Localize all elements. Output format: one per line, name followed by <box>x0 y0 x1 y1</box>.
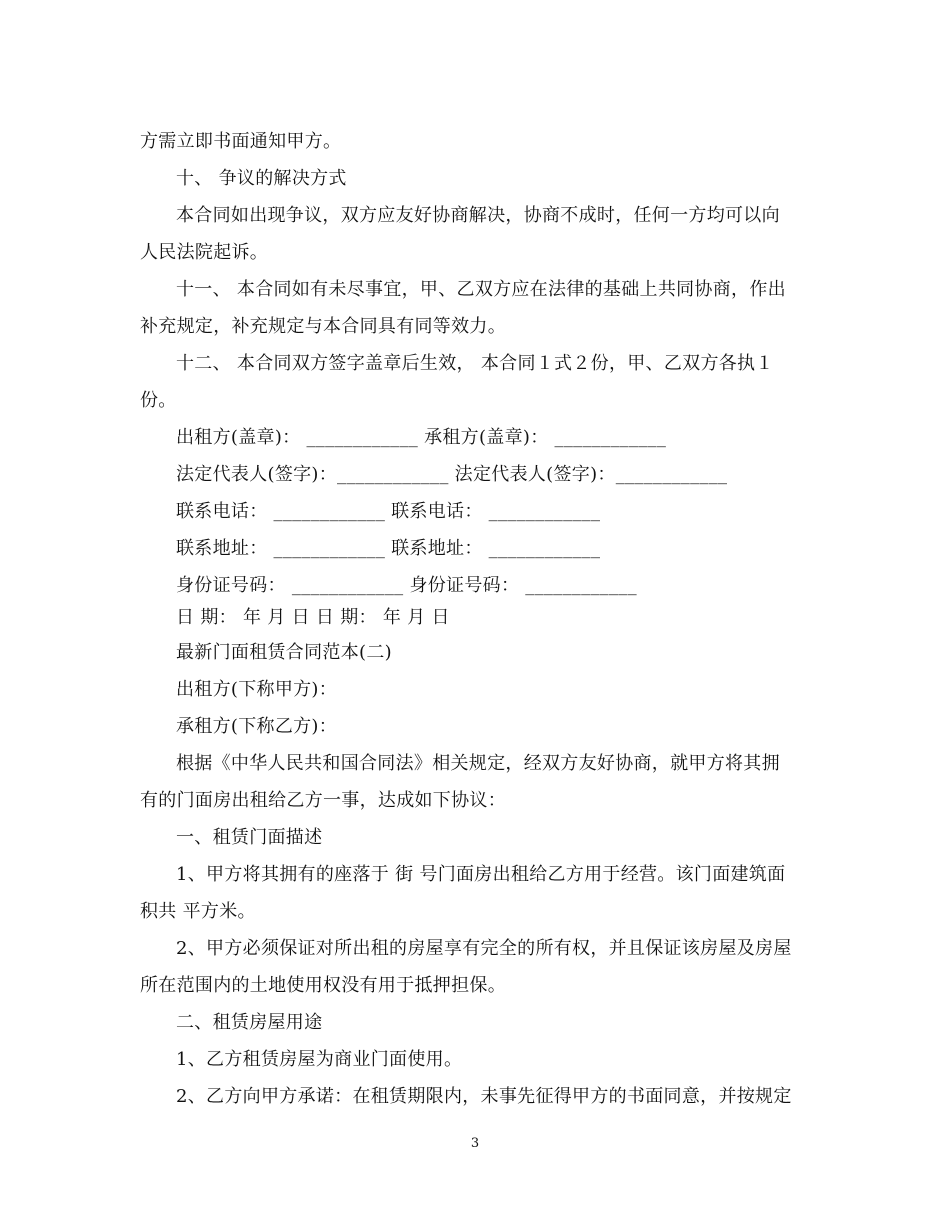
contract-title: 最新门面租赁合同范本(二) <box>176 642 392 663</box>
text-line: 十二、 本合同双方签字盖章后生效， 本合同１式２份，甲、乙双方各执１ <box>176 353 774 374</box>
section-heading: 一、租赁门面描述 <box>176 827 323 848</box>
page-number: 3 <box>470 1136 480 1151</box>
text-line: 2、乙方向甲方承诺：在租赁期限内，未事先征得甲方的书面同意，并按规定 <box>176 1086 792 1107</box>
text-line: 补充规定，补充规定与本合同具有同等效力。 <box>140 316 506 337</box>
signature-line-id: 身份证号码： ____________ 身份证号码： ____________ <box>176 575 637 596</box>
text-line: 积共 平方米。 <box>140 901 256 922</box>
text-line: 人民法院起诉。 <box>140 242 269 263</box>
signature-line-seal: 出租方(盖章)： ____________ 承租方(盖章)： ____________ <box>176 427 667 448</box>
text-line: 份。 <box>140 390 177 411</box>
text-line: 1、乙方租赁房屋为商业门面使用。 <box>176 1049 463 1070</box>
text-line: 承租方(下称乙方)： <box>176 716 338 737</box>
signature-line-address: 联系地址： ____________ 联系地址： ____________ <box>176 538 601 559</box>
text-line: 根据《中华人民共和国合同法》相关规定，经双方友好协商，就甲方将其拥 <box>176 753 780 774</box>
text-line: 十一、 本合同如有未尽事宜，甲、乙双方应在法律的基础上共同协商，作出 <box>176 279 786 300</box>
text-line: 有的门面房出租给乙方一事，达成如下协议： <box>140 790 506 811</box>
text-line: 2、甲方必须保证对所出租的房屋享有完全的所有权，并且保证该房屋及房屋 <box>176 938 792 959</box>
text-line: 出租方(下称甲方)： <box>176 679 338 700</box>
signature-line-representative: 法定代表人(签字)：____________ 法定代表人(签字)：____________ <box>176 464 728 485</box>
section-heading: 十、 争议的解决方式 <box>176 168 347 189</box>
signature-line-date: 日 期： 年 月 日 日 期： 年 月 日 <box>176 607 450 628</box>
text-line: 本合同如出现争议，双方应友好协商解决，协商不成时，任何一方均可以向 <box>176 205 780 226</box>
text-line: 方需立即书面通知甲方。 <box>140 131 342 152</box>
section-heading: 二、租赁房屋用途 <box>176 1012 323 1033</box>
text-line: 所在范围内的土地使用权没有用于抵押担保。 <box>140 975 506 996</box>
text-line: 1、甲方将其拥有的座落于 街 号门面房出租给乙方用于经营。该门面建筑面 <box>176 864 786 885</box>
signature-line-phone: 联系电话： ____________ 联系电话： ____________ <box>176 501 601 522</box>
